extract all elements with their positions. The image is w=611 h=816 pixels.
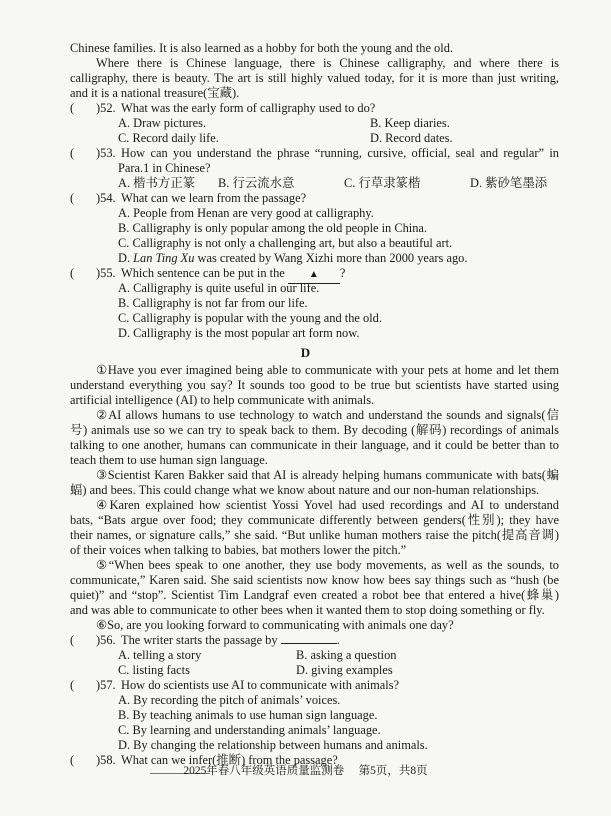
question-stem-text: The writer starts the passage by	[121, 633, 278, 647]
paragraph-line: ①Have you ever imagined being able to communicate with your pets at home and let them	[96, 363, 559, 377]
section-heading: D	[300, 345, 311, 360]
option-a: A. Draw pictures.	[118, 116, 207, 130]
option-a: A. 楷书方正篆	[118, 176, 196, 190]
option-d	[118, 251, 467, 266]
question-number: )58.	[96, 753, 116, 767]
option-b: B. Calligraphy is not far from our life.	[118, 296, 308, 310]
paragraph-line: understand everything you say? It sounds too good to be true but scientists have started using	[70, 378, 559, 392]
answer-paren[interactable]: (	[70, 146, 75, 160]
question-stem: What can we infer(推断) from the passage?	[121, 753, 338, 767]
passage-line: and it is a national treasure(宝藏).	[70, 86, 240, 100]
paragraph-line: communicate,” Karen said. She said scientists now know how bees say things such as “hush (be	[70, 573, 559, 587]
paragraph-line: of their voices when talking to babies, bat mothers lower the pitch.”	[70, 543, 407, 557]
option-b: B. By teaching animals to use human sign language.	[118, 708, 378, 722]
question-number: )55.	[96, 266, 116, 280]
option-a: A. Calligraphy is quite useful in our life.	[118, 281, 320, 295]
option-b: B. Keep diaries.	[370, 116, 450, 130]
question-number: )53.	[96, 146, 116, 160]
option-d: D. Record dates.	[370, 131, 453, 145]
question-number: )57.	[96, 678, 116, 692]
question-stem: What was the early form of calligraphy used to do?	[121, 101, 376, 115]
paragraph-line: ③Scientist Karen Bakker said that AI is already helping humans communicate with bats(蝙	[96, 468, 559, 482]
question-stem-text: Which sentence can be put in the	[121, 266, 285, 280]
option-d: D. Calligraphy is the most popular art form now.	[118, 326, 360, 340]
option-c: C. Record daily life.	[118, 131, 219, 145]
passage-line: Chinese families. It is also learned as a hobby for both the young and the old.	[70, 41, 453, 55]
option-c: C. 行草隶篆楷	[344, 176, 421, 190]
question-stem: What can we learn from the passage?	[121, 191, 307, 205]
question-number: )56.	[96, 633, 116, 647]
option-d: D. giving examples	[296, 663, 393, 677]
answer-paren[interactable]: (	[70, 191, 75, 205]
question-stem-end: .	[336, 633, 340, 647]
answer-paren[interactable]: (	[70, 633, 75, 647]
option-d: D. By changing the relationship between humans and animals.	[118, 738, 428, 752]
paragraph-line: 号) animals use so we can try to speak back to them. By decoding (解码) recordings of animals	[70, 423, 559, 437]
question-number: )54.	[96, 191, 116, 205]
paragraph-line: and was able to communicate to other bees when it wanted them to stop doing something or fly.	[70, 603, 545, 617]
question-stem: How do scientists use AI to communicate with animals?	[121, 678, 400, 692]
option-a: A. People from Henan are very good at calligraphy.	[118, 206, 374, 220]
option-d-prefix: D.	[118, 251, 131, 265]
option-c: C. Calligraphy is popular with the young and the old.	[118, 311, 382, 325]
paragraph-line: their names, or signature calls,” she said. “But unlike human mothers raise the pitch(提高音调)	[70, 528, 559, 542]
option-a: A. By recording the pitch of animals’ voices.	[118, 693, 341, 707]
answer-blank[interactable]	[281, 643, 337, 644]
paragraph-line: ②AI allows humans to use technology to watch and understand the sounds and signals(信	[96, 408, 559, 422]
option-d: D. 紫砂笔墨添	[470, 176, 548, 190]
option-b: B. asking a question	[296, 648, 397, 662]
paragraph-line: talking to one another, humans can communicate in their language, and it could be better than to	[70, 438, 559, 452]
option-a: A. telling a story	[118, 648, 202, 662]
option-c: C. listing facts	[118, 663, 190, 677]
answer-paren[interactable]: (	[70, 266, 75, 280]
passage-line: Where there is Chinese language, there is Chinese calligraphy, and where there is	[96, 56, 559, 70]
page-footer: 2025年春八年级英语质量监测卷 第5页，共8页	[183, 765, 428, 777]
answer-paren[interactable]: (	[70, 753, 75, 767]
question-stem	[121, 633, 340, 648]
option-b: B. 行云流水意	[218, 176, 295, 190]
paragraph-line: 蝠) and bees. This could change what we know about nature and our non-human relationships.	[70, 483, 540, 497]
question-stem: Para.1 in Chinese?	[118, 161, 211, 175]
paragraph-line: bats, “Bats argue over food; they communicate differently between genders(性别); they have	[70, 513, 559, 527]
paragraph-line: artificial intelligence (AI) to help communicate with animals.	[70, 393, 375, 407]
question-stem-end: ?	[339, 266, 346, 280]
paragraph-line: teach them to use human sign language.	[70, 453, 268, 467]
answer-paren[interactable]: (	[70, 678, 75, 692]
answer-blank[interactable]: ▲	[288, 268, 340, 284]
paragraph-line: quiet)” and “stop”. Scientist Tim Landgraf even created a robot bee that entered a hive(蜂巢)	[70, 588, 559, 602]
answer-paren[interactable]: (	[70, 101, 75, 115]
book-title: Lan Ting Xu	[133, 251, 195, 265]
option-b: B. Calligraphy is only popular among the old people in China.	[118, 221, 428, 235]
option-c: C. Calligraphy is not only a challenging art, but also a beautiful art.	[118, 236, 453, 250]
option-c: C. By learning and understanding animals’ language.	[118, 723, 381, 737]
passage-line: calligraphy, there is beauty. The art is still highly valued today, for it is more than just writing,	[70, 71, 559, 85]
paragraph-line: ⑤“When bees speak to one another, they use body movements, as well as the sounds, to	[96, 558, 559, 572]
question-stem: How can you understand the phrase “running, cursive, official, seal and regular” in	[121, 146, 559, 160]
question-number: )52.	[96, 101, 116, 115]
paragraph-line: ⑥So, are you looking forward to communicating with animals one day?	[96, 618, 454, 632]
paragraph-line: ④Karen explained how scientist Yossi Yovel had used recordings and AI to understand	[96, 498, 559, 512]
option-d-text: was created by Wang Xizhi more than 2000 years ago.	[197, 251, 468, 265]
